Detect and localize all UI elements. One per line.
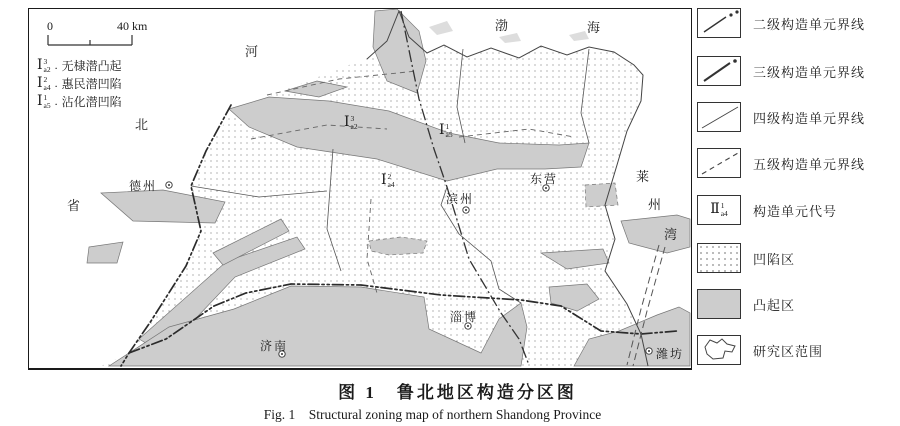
map-unit-label: Ⅰ 1 a5: [439, 122, 453, 139]
key-separator: .: [54, 94, 58, 108]
legend-item: [697, 102, 865, 132]
geo-label-bohai-2: 海: [587, 20, 601, 35]
city-label-weifang: 潍坊: [656, 347, 685, 361]
legend-item: [697, 243, 795, 273]
legend-item: [697, 148, 865, 178]
geo-label-bohai-1: 渤: [495, 18, 509, 33]
geo-label-hebei-1: 河: [245, 44, 259, 59]
unit-code: Ⅰ 3 a2: [37, 56, 51, 74]
figure-caption-zh: 图 1 鲁北地区构造分区图: [338, 383, 577, 402]
city-label-dezhou: 德州: [129, 179, 158, 193]
legend-label: 三级构造单元界线: [753, 64, 866, 80]
city-label-jinan: 济南: [260, 339, 289, 353]
legend-label: 五级构造单元界线: [753, 156, 866, 172]
legend-item: [697, 8, 865, 38]
city-label-dongying: 东营: [530, 172, 559, 186]
map-key-row: [37, 75, 122, 92]
key-unit-name: 惠民潜凹陷: [61, 77, 122, 91]
map-key-row: [37, 57, 122, 74]
key-separator: .: [54, 76, 58, 90]
key-unit-name: 无棣潜凸起: [61, 59, 122, 73]
legend-swatch-3rd-order: [697, 56, 741, 86]
legend-swatch-depression: [697, 243, 741, 273]
legend-label: 二级构造单元界线: [753, 16, 866, 32]
geo-label-laizhou-3: 湾: [664, 227, 678, 242]
map-key-row: [37, 93, 122, 110]
legend-label: 构造单元代号: [753, 203, 838, 219]
scale-max: 40 km: [117, 19, 148, 33]
city-marker-dezhou: [166, 182, 172, 188]
unit-code: Ⅰ 1 a5: [37, 92, 51, 110]
legend-label: 研究区范围: [753, 343, 824, 359]
shoal-patches: [429, 21, 589, 43]
legend-panel: [695, 0, 900, 426]
figure-caption-en: Fig. 1 Structural zoning map of northern Shandong Province: [263, 407, 602, 422]
geo-label-laizhou-1: 莱: [636, 169, 650, 184]
map-unit-label: Ⅰ 2 a4: [381, 172, 395, 189]
legend-label: 四级构造单元界线: [753, 110, 866, 126]
legend-swatch-5th-order: [697, 148, 741, 178]
scale-zero: 0: [47, 19, 53, 33]
key-separator: .: [54, 58, 58, 72]
city-label-binzhou: 滨州: [446, 192, 475, 206]
legend-item: [697, 335, 823, 365]
key-unit-name: 沾化潜凹陷: [61, 95, 122, 109]
scale-bar: [47, 33, 137, 47]
legend-swatch-4th-order: [697, 102, 741, 132]
legend-item: [697, 195, 837, 225]
map-unit-label: Ⅰ 3 a2: [344, 114, 358, 131]
legend-swatch-unit-code: [697, 195, 741, 225]
legend-item: [697, 56, 865, 86]
legend-swatch-uplift: [697, 289, 741, 319]
city-marker-weifang: [646, 348, 652, 354]
unit-code-sample: Ⅱ 1 a4: [710, 201, 728, 218]
legend-label: 凹陷区: [753, 251, 796, 267]
legend-swatch-study-area: [697, 335, 741, 365]
geo-label-laizhou-2: 州: [648, 197, 662, 212]
legend-item: [697, 289, 795, 319]
unit-code: Ⅰ 2 a4: [37, 74, 51, 92]
map-frame: [28, 8, 692, 370]
geo-label-hebei-3: 省: [67, 198, 81, 213]
city-marker-binzhou: [463, 207, 469, 213]
geo-label-hebei-2: 北: [135, 117, 149, 132]
legend-swatch-2nd-order: [697, 8, 741, 38]
legend-label: 凸起区: [753, 297, 796, 313]
city-label-zibo: 淄博: [450, 310, 479, 324]
